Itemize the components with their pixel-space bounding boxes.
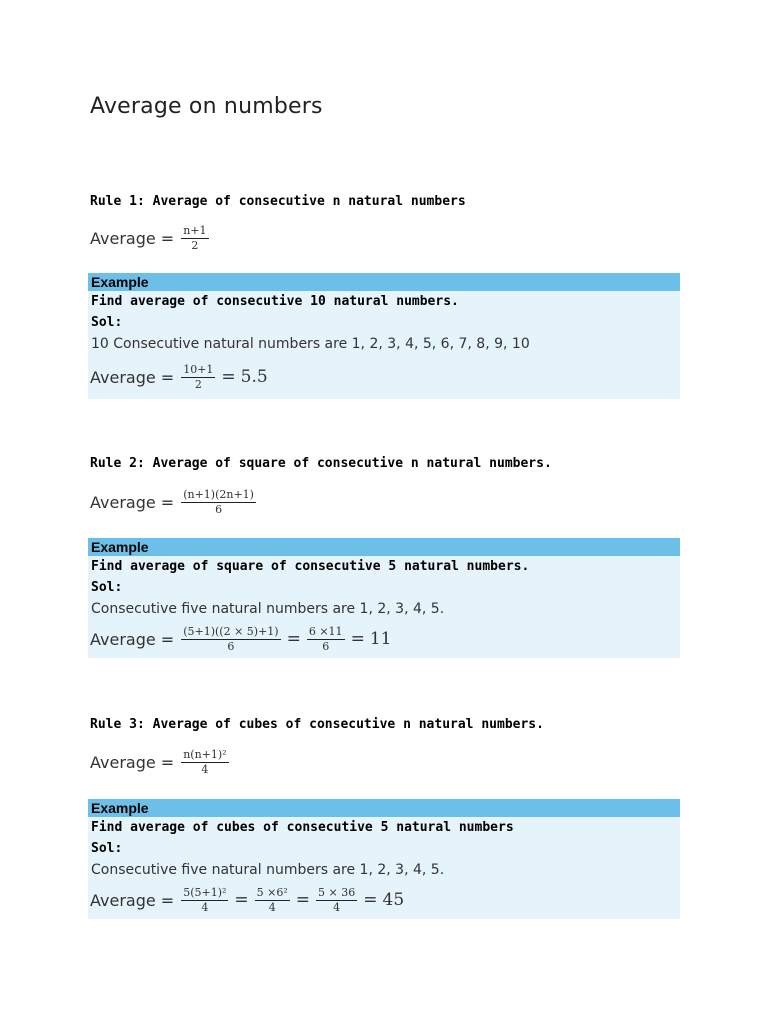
formula-lhs: Average =: [90, 229, 175, 248]
solution-label: Sol:: [91, 315, 123, 330]
calc-result: 45: [382, 890, 405, 910]
calc-lhs: Average =: [90, 367, 175, 387]
formula-fraction: [181, 748, 228, 777]
example-box-1: [88, 273, 680, 399]
solution-text: Consecutive five natural numbers are 1, 2, 3, 4, 5.: [91, 601, 445, 617]
equals-sign: =: [221, 367, 236, 387]
formula-fraction: [181, 224, 208, 253]
rule-1-formula: [90, 224, 212, 253]
calc-fraction: [181, 886, 228, 915]
equals-sign: =: [363, 890, 378, 910]
fraction-numerator: 5 ×6²: [256, 885, 288, 899]
equals-sign: =: [295, 890, 311, 910]
calc-result: 11: [369, 629, 392, 649]
fraction-numerator: (5+1)((2 × 5)+1): [183, 624, 279, 638]
fraction-denominator: 4: [201, 763, 209, 776]
rule-3-formula: [90, 748, 232, 777]
calc-fraction: [307, 625, 345, 654]
example-header: Example: [88, 538, 680, 556]
rule-2-heading: Rule 2: Average of square of consecutive n natural numbers.: [90, 456, 552, 471]
calc-fraction: [181, 363, 215, 392]
solution-text: Consecutive five natural numbers are 1, 2, 3, 4, 5.: [91, 862, 445, 878]
equals-sign: =: [286, 629, 301, 649]
fraction-denominator: 4: [201, 900, 209, 914]
fraction-denominator: 2: [194, 377, 202, 391]
calc-lhs: Average =: [90, 890, 175, 910]
example-question: Find average of cubes of consecutive 5 natural numbers: [91, 820, 514, 835]
example-box-2: [88, 538, 680, 658]
calc-result: 5.5: [240, 367, 268, 387]
solution-label: Sol:: [91, 841, 123, 856]
calc-lhs: Average =: [90, 629, 175, 649]
page-title: Average on numbers: [90, 94, 323, 119]
fraction-numerator: 6 ×11: [308, 624, 343, 638]
solution-calculation: [88, 881, 680, 919]
calc-fraction: [181, 625, 280, 654]
fraction-denominator: 6: [322, 639, 330, 653]
fraction-denominator: 4: [268, 900, 276, 914]
example-question: Find average of square of consecutive 5 natural numbers.: [91, 559, 530, 574]
example-header: Example: [88, 799, 680, 817]
fraction-denominator: 6: [215, 503, 223, 516]
solution-text: 10 Consecutive natural numbers are 1, 2, 3, 4, 5, 6, 7, 8, 9, 10: [91, 336, 530, 352]
fraction-denominator: 4: [333, 900, 341, 914]
fraction-numerator: 10+1: [183, 362, 214, 376]
fraction-numerator: 5(5+1)²: [183, 885, 227, 899]
solution-label: Sol:: [91, 580, 123, 595]
example-question: Find average of consecutive 10 natural numbers.: [91, 294, 459, 309]
solution-calculation: [88, 620, 680, 658]
fraction-numerator: n(n+1)²: [183, 748, 227, 761]
formula-lhs: Average =: [90, 753, 175, 772]
fraction-denominator: 2: [191, 239, 199, 252]
rule-1-heading: Rule 1: Average of consecutive n natural numbers: [90, 194, 466, 209]
formula-lhs: Average =: [90, 493, 175, 512]
calc-fraction: [255, 886, 290, 915]
formula-fraction: [181, 488, 256, 517]
example-header: Example: [88, 273, 680, 291]
example-box-3: [88, 799, 680, 919]
equals-sign: =: [234, 890, 249, 910]
rule-2-formula: [90, 488, 259, 517]
fraction-numerator: n+1: [183, 224, 207, 237]
rule-3-heading: Rule 3: Average of cubes of consecutive n natural numbers.: [90, 717, 544, 732]
calc-fraction: [316, 886, 357, 915]
solution-calculation: [88, 355, 680, 399]
fraction-numerator: 5 × 36: [318, 885, 356, 899]
equals-sign: =: [350, 629, 365, 649]
fraction-numerator: (n+1)(2n+1): [183, 488, 254, 501]
fraction-denominator: 6: [227, 639, 235, 653]
